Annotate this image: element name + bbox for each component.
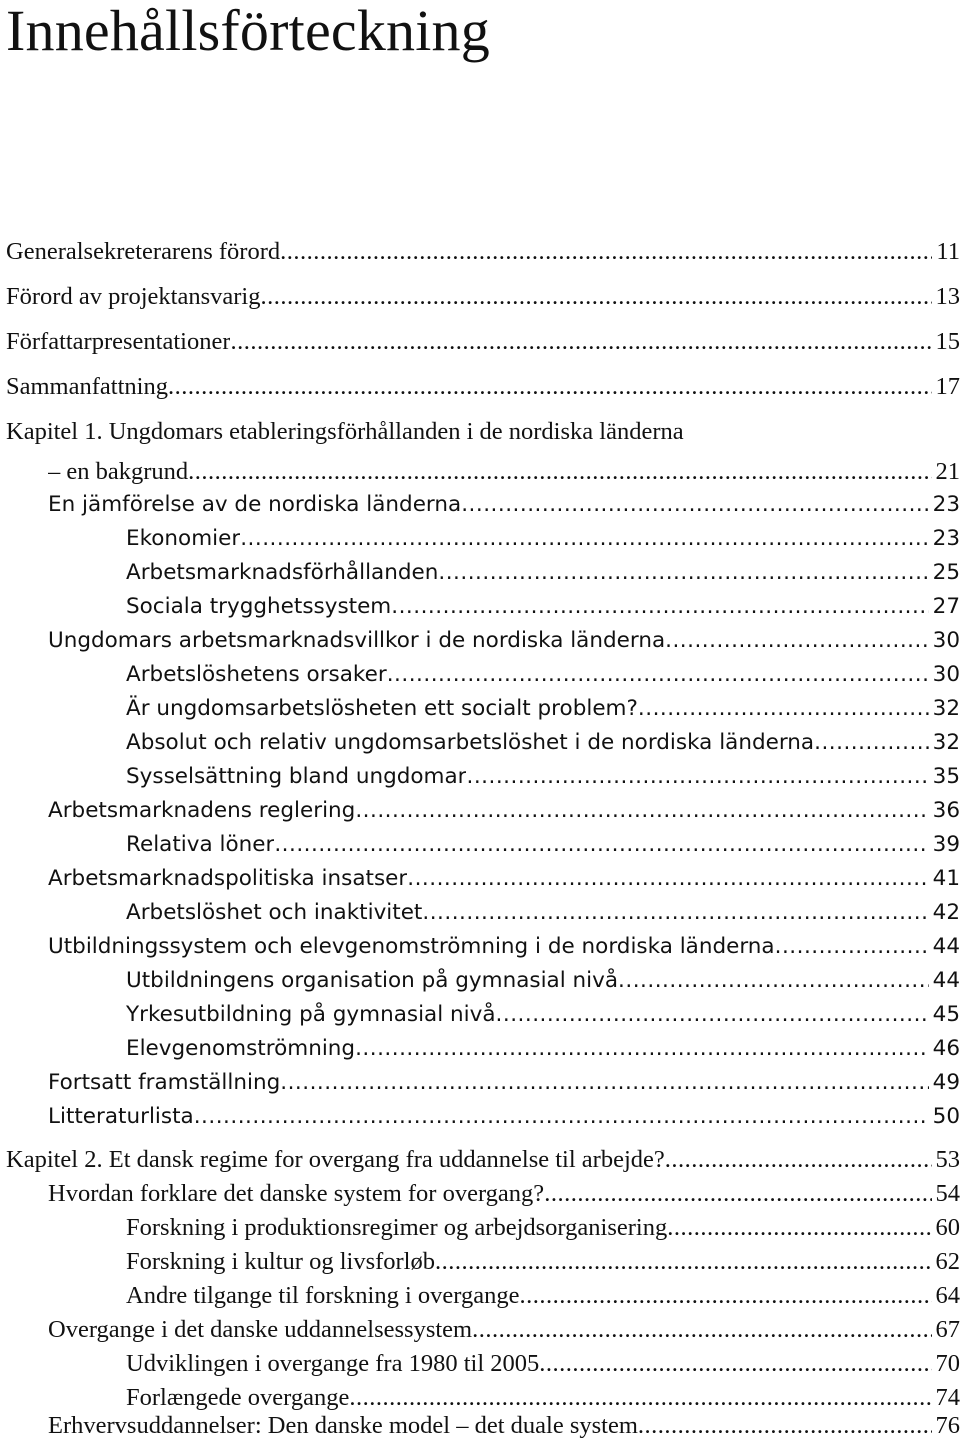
toc-page-number: 36	[932, 798, 960, 823]
toc-entry-label: Forskning i kultur og livsforløb	[126, 1248, 435, 1275]
toc-entry-litteraturlista[interactable]	[48, 1100, 960, 1134]
toc-page-number: 41	[932, 866, 960, 891]
toc-entry-andre-tilgange[interactable]	[126, 1279, 960, 1313]
toc-entry-socialt-problem[interactable]	[126, 692, 960, 726]
toc-entry-label: Sammanfattning	[6, 373, 168, 400]
toc-page-number: 27	[932, 594, 960, 619]
toc-entry-forfattarpresentationer[interactable]	[6, 325, 960, 359]
toc-entry-utbildningssystem[interactable]	[48, 930, 960, 964]
toc-entry-label: Ekonomier	[126, 526, 241, 551]
toc-page-number: 70	[935, 1350, 960, 1377]
toc-entry-label: Arbetsmarknadsförhållanden	[126, 560, 439, 585]
toc-entry-label: Yrkesutbildning på gymnasial nivå	[126, 1002, 496, 1027]
toc-entry-label: Erhvervsuddannelser: Den danske model – det duale system	[48, 1412, 638, 1439]
toc-leader-dots	[665, 624, 929, 658]
toc-entry-label: Utbildningens organisation på gymnasial nivå	[126, 968, 619, 993]
toc-leader-dots	[168, 370, 932, 404]
toc-entry-ekonomier[interactable]	[126, 522, 960, 556]
toc-entry-utbildningens-organisation[interactable]	[126, 964, 960, 998]
toc-entry-forskning-produktionsregimer[interactable]	[126, 1211, 960, 1245]
toc-entry-en-jamforelse[interactable]	[48, 488, 960, 522]
toc-entry-en-bakgrund[interactable]	[48, 455, 960, 489]
toc-page-number: 11	[936, 238, 960, 265]
toc-page-number: 35	[932, 764, 960, 789]
toc-entry-arbetsloshet-och-inaktivitet[interactable]	[126, 896, 960, 930]
toc-entry-label: Arbetslöshetens orsaker	[126, 662, 387, 687]
toc-page-number: 23	[932, 526, 960, 551]
toc-entry-label: Sociala trygghetssystem	[126, 594, 392, 619]
toc-entry-elevgenomstromning[interactable]	[126, 1032, 960, 1066]
toc-entry-label: Forlængede overgange	[126, 1384, 350, 1411]
toc-page-number: 45	[932, 1002, 960, 1027]
toc-page-number: 13	[935, 283, 960, 310]
toc-entry-erhvervsuddannelser[interactable]	[48, 1409, 960, 1443]
toc-leader-dots	[544, 1177, 931, 1211]
toc-leader-dots	[422, 896, 928, 930]
toc-entry-label: Utbildningssystem och elevgenomströmning i de nordiska länderna	[48, 934, 775, 959]
toc-leader-dots	[667, 1211, 931, 1245]
toc-entry-ungdomars-arbetsmarknadsvillkor[interactable]	[48, 624, 960, 658]
toc-entry-arbetsloshetens-orsaker[interactable]	[126, 658, 960, 692]
toc-entry-label: Absolut och relativ ungdomsarbetslöshet i de nordiska länderna	[126, 730, 815, 755]
toc-leader-dots	[280, 235, 932, 269]
toc-entry-absolut-och-relativ[interactable]	[126, 726, 960, 760]
toc-page-number: 76	[935, 1412, 960, 1439]
toc-leader-dots	[194, 1100, 929, 1134]
toc-leader-dots	[461, 488, 928, 522]
toc-leader-dots	[775, 930, 929, 964]
toc-page-number: 53	[935, 1146, 960, 1173]
toc-entry-label: Sysselsättning bland ungdomar	[126, 764, 467, 789]
toc-entry-label: Elevgenomströmning	[126, 1036, 356, 1061]
toc-entry-label: Är ungdomsarbetslösheten ett socialt problem?	[126, 696, 638, 721]
toc-leader-dots	[539, 1347, 931, 1381]
toc-page-number: 60	[935, 1214, 960, 1241]
toc-entry-label: Udviklingen i overgange fra 1980 til 2005	[126, 1350, 540, 1377]
toc-page-number: 32	[932, 730, 960, 755]
toc-page-number: 50	[932, 1104, 960, 1129]
toc-leader-dots	[188, 455, 931, 489]
toc-leader-dots	[387, 658, 929, 692]
toc-leader-dots	[665, 1143, 932, 1177]
toc-entry-sociala-trygghetssystem[interactable]	[126, 590, 960, 624]
toc-page-number: 46	[932, 1036, 960, 1061]
toc-entry-kapitel-2[interactable]	[6, 1143, 960, 1177]
toc-entry-forord-av-projektansvarig[interactable]	[6, 280, 960, 314]
page-title: Innehållsförteckning	[6, 0, 490, 63]
toc-page-number: 42	[932, 900, 960, 925]
toc-page-number: 30	[932, 628, 960, 653]
toc-leader-dots	[407, 862, 928, 896]
toc-leader-dots	[466, 760, 928, 794]
toc-entry-label: Ungdomars arbetsmarknadsvillkor i de nordiska länderna	[48, 628, 666, 653]
toc-entry-label: Litteraturlista	[48, 1104, 194, 1129]
toc-entry-label: – en bakgrund	[48, 458, 189, 485]
toc-leader-dots	[520, 1279, 932, 1313]
toc-entry-yrkesutbildning[interactable]	[126, 998, 960, 1032]
toc-entry-label: Förord av projektansvarig	[6, 283, 261, 310]
toc-page-number: 74	[935, 1384, 960, 1411]
toc-entry-label: Generalsekreterarens förord	[6, 238, 281, 265]
toc-entry-label: Andre tilgange til forskning i overgange	[126, 1282, 520, 1309]
toc-page-number: 21	[935, 458, 960, 485]
toc-leader-dots	[280, 1066, 928, 1100]
toc-leader-dots	[496, 998, 929, 1032]
toc-leader-dots	[274, 828, 928, 862]
toc-leader-dots	[438, 556, 928, 590]
toc-page-number: 54	[935, 1180, 960, 1207]
toc-entry-label: Författarpresentationer	[6, 328, 231, 355]
toc-leader-dots	[472, 1313, 931, 1347]
toc-entry-label: Overgange i det danske uddannelsessystem	[48, 1316, 473, 1343]
toc-entry-label: Hvordan forklare det danske system for overgang?	[48, 1180, 545, 1207]
toc-leader-dots	[638, 692, 929, 726]
toc-entry-arbetsmarknadsforhallanden[interactable]	[126, 556, 960, 590]
toc-entry-label: Arbetsmarknadspolitiska insatser	[48, 866, 408, 891]
toc-page-number: 23	[932, 492, 960, 517]
toc-page-number: 17	[935, 373, 960, 400]
toc-leader-dots	[638, 1409, 932, 1443]
toc-page-number: 62	[935, 1248, 960, 1275]
toc-leader-dots	[260, 280, 931, 314]
toc-entry-sammanfattning[interactable]	[6, 370, 960, 404]
toc-entry-fortsatt-framstallning[interactable]	[48, 1066, 960, 1100]
toc-entry-sysselsattning[interactable]	[126, 760, 960, 794]
toc-page-number: 25	[932, 560, 960, 585]
toc-entry-arbetsmarknadspolitiska-insatser[interactable]	[48, 862, 960, 896]
toc-leader-dots	[435, 1245, 932, 1279]
toc-entry-overgange-uddannelsessystem[interactable]	[48, 1313, 960, 1347]
toc-page-number: 15	[935, 328, 960, 355]
toc-page-number: 44	[932, 968, 960, 993]
toc-leader-dots	[355, 794, 928, 828]
toc-page-number: 49	[932, 1070, 960, 1095]
toc-leader-dots	[814, 726, 929, 760]
toc-entry-forskning-kultur[interactable]	[126, 1245, 960, 1279]
toc-entry-label: Forskning i produktionsregimer og arbejdsorganisering	[126, 1214, 668, 1241]
toc-page-number: 67	[935, 1316, 960, 1343]
toc-entry-relativa-loner[interactable]	[126, 828, 960, 862]
toc-page-number: 39	[932, 832, 960, 857]
toc-leader-dots	[230, 325, 931, 359]
toc-entry-label: Arbetslöshet och inaktivitet	[126, 900, 423, 925]
toc-page-number: 30	[932, 662, 960, 687]
toc-entry-label: Arbetsmarknadens reglering	[48, 798, 356, 823]
toc-entry-label: Kapitel 2. Et dansk regime for overgang fra uddannelse til arbejde?	[6, 1146, 665, 1173]
toc-entry-label: Relativa löner	[126, 832, 275, 857]
toc-page-number: 64	[935, 1282, 960, 1309]
toc-entry-udviklingen[interactable]	[126, 1347, 960, 1381]
toc-entry-hvordan-forklare[interactable]	[48, 1177, 960, 1211]
toc-entry-arbetsmarknadens-reglering[interactable]	[48, 794, 960, 828]
toc-leader-dots	[240, 522, 928, 556]
toc-leader-dots	[618, 964, 929, 998]
toc-entry-label: En jämförelse av de nordiska länderna	[48, 492, 462, 517]
toc-entry-generalsekreterarens-forord[interactable]	[6, 235, 960, 269]
toc-leader-dots	[355, 1032, 929, 1066]
toc-page-number: 44	[932, 934, 960, 959]
toc-page-number: 32	[932, 696, 960, 721]
toc-leader-dots	[391, 590, 928, 624]
toc-entry-kapitel-1[interactable]	[6, 415, 960, 449]
toc-entry-label: Kapitel 1. Ungdomars etableringsförhållanden i de nordiska länderna	[6, 418, 684, 445]
toc-entry-label: Fortsatt framställning	[48, 1070, 281, 1095]
